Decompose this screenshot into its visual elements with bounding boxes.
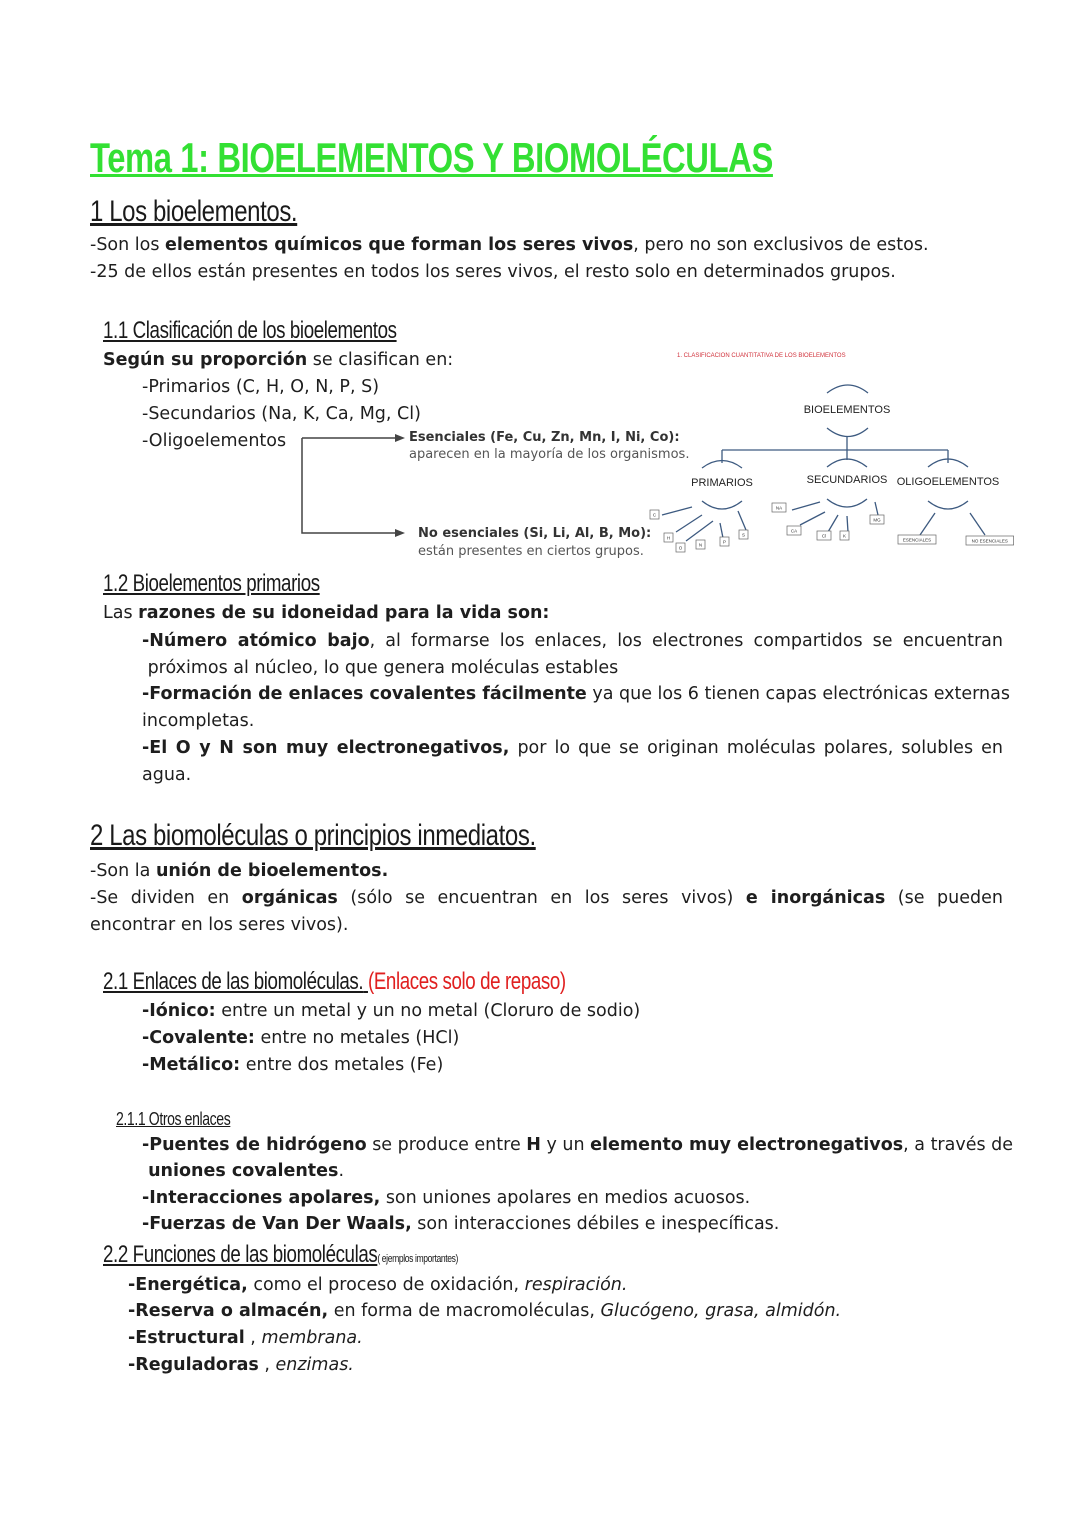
esenciales-label: Esenciales (Fe, Cu, Zn, Mn, I, Ni, Co):	[409, 430, 680, 445]
text-segment: ,	[258, 1355, 276, 1375]
text-line	[128, 1327, 363, 1349]
text-line	[90, 914, 348, 936]
text-segment: en forma de macromoléculas,	[328, 1301, 601, 1321]
leaf-label: K	[842, 533, 847, 539]
node-bioelementos: BIOELEMENTOS	[803, 404, 891, 416]
oligo-bracket-arrows	[295, 430, 415, 540]
text-line	[142, 657, 618, 679]
bold-text: e inorgánicas	[745, 888, 886, 908]
text-line	[142, 1160, 344, 1182]
text-line	[142, 430, 286, 452]
bold-text: elemento muy electronegativos	[590, 1135, 904, 1155]
italic-text: enzimas.	[275, 1355, 354, 1375]
text-line	[142, 1000, 640, 1022]
section-2-heading: 2 Las biomoléculas o principios inmediatos.	[90, 819, 536, 852]
bold-text: -Covalente:	[142, 1028, 255, 1048]
section-2-1-heading	[103, 967, 566, 997]
italic-text: membrana.	[261, 1328, 363, 1348]
heading-note: (Enlaces solo de repaso)	[367, 968, 566, 995]
bold-text: -Estructural	[128, 1328, 245, 1348]
text-segment: entre no metales (HCl)	[254, 1028, 460, 1048]
text-line	[142, 1054, 443, 1076]
italic-text: Glucógeno, grasa, almidón.	[600, 1301, 842, 1321]
section-2-2-heading	[103, 1240, 458, 1270]
text-line	[142, 1213, 779, 1235]
text-segment: , al formarse los enlaces, los electrones compartidos se encuentran	[369, 631, 1003, 651]
bold-text: -Iónico:	[142, 1001, 216, 1021]
text-line	[142, 1134, 1014, 1156]
text-segment: entre un metal y un no metal (Cloruro de sodio)	[215, 1001, 641, 1021]
heading-text: 2.2 Funciones de las biomoléculas	[103, 1241, 378, 1268]
heading-note: ( ejemplos importantes)	[377, 1253, 459, 1265]
bold-text: -Formación de enlaces covalentes fácilmente	[142, 684, 587, 704]
text-segment: se clasifican en:	[307, 350, 454, 370]
text-line	[142, 737, 1003, 759]
text-segment: -Primarios (C, H, O, N, P, S)	[142, 377, 380, 397]
bold-text: razones de su idoneidad para la vida son:	[138, 603, 550, 623]
text-segment: como el proceso de oxidación,	[247, 1275, 525, 1295]
bold-text: -Puentes de hidrógeno	[142, 1135, 367, 1155]
text-segment: , pero no son exclusivos de estos.	[633, 235, 929, 255]
text-segment: -25 de ellos están presentes en todos los seres vivos, el resto solo en determinados grupos.	[90, 262, 896, 282]
text-segment: se produce entre	[366, 1135, 527, 1155]
section-2-1-1-heading: 2.1.1 Otros enlaces	[116, 1109, 231, 1129]
text-segment: .	[338, 1161, 345, 1181]
node-primarios: PRIMARIOS	[691, 477, 753, 489]
text-segment: y un	[540, 1135, 591, 1155]
leaf-label: ESENCIALES	[902, 537, 932, 543]
no-esenciales-label: No esenciales (Si, Li, Al, B, Mo):	[418, 526, 652, 541]
leaf-label: H	[666, 535, 671, 541]
text-line	[142, 630, 1003, 652]
diagram-caption: 1. CLASIFICACION CUANTITATIVA DE LOS BIOELEMENTOS	[677, 353, 846, 359]
leaf-label: N	[698, 542, 703, 548]
leaf-label: P	[722, 539, 727, 545]
bold-text: -Energética,	[128, 1275, 248, 1295]
node-oligoelementos: OLIGOELEMENTOS	[896, 476, 1000, 488]
text-line	[142, 683, 1010, 705]
bold-text: -Reserva o almacén,	[128, 1301, 329, 1321]
node-secundarios: SECUNDARIOS	[806, 474, 888, 486]
text-segment: -Son los	[90, 235, 166, 255]
text-segment: encontrar en los seres vivos).	[90, 915, 349, 935]
text-line	[90, 860, 388, 882]
text-segment: (sólo se encuentran en los seres vivos)	[337, 888, 746, 908]
text-segment: son interacciones débiles e inespecíficas.	[411, 1214, 780, 1234]
bold-text: -El O y N son muy electronegativos,	[142, 738, 510, 758]
text-segment: son uniones apolares en medios acuosos.	[380, 1188, 751, 1208]
section-1-1-heading: 1.1 Clasificación de los bioelementos	[103, 317, 397, 344]
section-1-heading: 1 Los bioelementos.	[90, 195, 298, 228]
text-segment: agua.	[142, 765, 192, 785]
text-segment: próximos al núcleo, lo que genera moléculas estables	[142, 658, 619, 678]
text-line	[142, 764, 191, 786]
text-segment: Las	[103, 603, 139, 623]
bold-text: H	[526, 1135, 541, 1155]
text-segment: ,	[244, 1328, 262, 1348]
text-line	[128, 1274, 627, 1296]
leaf-label: O	[678, 545, 683, 551]
no-esenciales-desc: están presentes en ciertos grupos.	[418, 544, 644, 559]
text-line	[90, 234, 929, 256]
text-line	[103, 602, 549, 624]
section-1-2-heading: 1.2 Bioelementos primarios	[103, 570, 320, 597]
text-line	[142, 1187, 750, 1209]
italic-text: respiración.	[524, 1275, 628, 1295]
bold-text: elementos químicos que forman los seres vivos	[165, 235, 634, 255]
text-line	[142, 710, 254, 732]
text-segment: incompletas.	[142, 711, 255, 731]
text-line	[128, 1300, 841, 1322]
leaf-label: MG	[873, 517, 881, 523]
text-segment: -Secundarios (Na, K, Ca, Mg, Cl)	[142, 404, 421, 424]
bold-text: Según su proporción	[103, 350, 308, 370]
heading-text: 2.1 Enlaces de las biomoléculas.	[103, 968, 364, 995]
leaf-label: NO ESENCIALES	[971, 538, 1008, 544]
text-line	[103, 349, 453, 371]
text-line	[142, 376, 379, 398]
bold-text: -Número atómico bajo	[142, 631, 370, 651]
text-segment: -Oligoelementos	[142, 431, 287, 451]
text-segment: (se pueden	[885, 888, 1003, 908]
bold-text: orgánicas	[241, 888, 338, 908]
bold-text: uniones covalentes	[142, 1161, 339, 1181]
bold-text: -Reguladoras	[128, 1355, 259, 1375]
leaf-label: C	[652, 512, 657, 518]
text-segment: , a través de	[903, 1135, 1014, 1155]
bioelements-classification-diagram	[640, 345, 1020, 555]
text-line	[142, 1027, 459, 1049]
esenciales-desc: aparecen en la mayoría de los organismos.	[409, 447, 690, 462]
bold-text: -Fuerzas de Van Der Waals,	[142, 1214, 412, 1234]
text-segment: -Son la	[90, 861, 156, 881]
leaf-label: NA	[775, 505, 783, 511]
text-line	[90, 887, 1003, 909]
bold-text: -Interacciones apolares,	[142, 1188, 381, 1208]
text-segment: por lo que se originan moléculas polares, solubles en	[509, 738, 1003, 758]
leaf-label: S	[741, 532, 746, 538]
text-line	[142, 403, 421, 425]
leaf-label: CA	[790, 528, 798, 534]
text-segment: entre dos metales (Fe)	[240, 1055, 444, 1075]
leaf-label: Cl	[821, 533, 827, 539]
bold-text: unión de bioelementos.	[155, 861, 389, 881]
page-title: Tema 1: BIOELEMENTOS Y BIOMOLÉCULAS	[90, 134, 773, 181]
text-segment: ya que los 6 tienen capas electrónicas externas	[586, 684, 1010, 704]
text-segment: -Se dividen en	[90, 888, 242, 908]
text-line	[128, 1354, 354, 1376]
text-line	[90, 261, 896, 283]
bold-text: -Metálico:	[142, 1055, 241, 1075]
